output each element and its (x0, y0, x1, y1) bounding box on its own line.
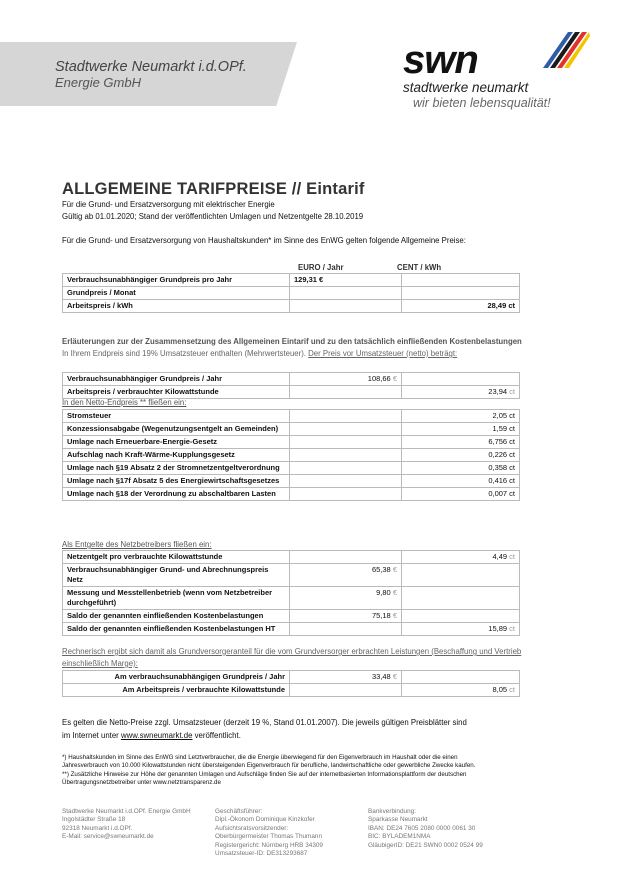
row-euro (290, 684, 402, 697)
row-euro: 129,31 € (290, 274, 402, 287)
explain-heading: Erläuterungen zur der Zusammensetzung des Allgemeinen Eintarif und zu den tatsächlich einfließenden Kostenbelastungen (62, 337, 522, 346)
footer-line: Dipl.-Ökonom Dominique Kinzkofer (215, 816, 315, 824)
row-label: Stromsteuer (63, 410, 290, 423)
row-cent: 0,416 ct (402, 475, 520, 488)
table-row (63, 610, 520, 623)
row-cent: 2,05 ct (402, 410, 520, 423)
row-label: Am Arbeitspreis / verbrauchte Kilowattstunde (63, 684, 290, 697)
table-row (63, 488, 520, 501)
vat-note: In Ihrem Endpreis sind 19% Umsatzsteuer enthalten (Mehrwertsteuer). (62, 349, 306, 358)
company-subname: Energie GmbH (55, 75, 141, 90)
logo-tagline: wir bieten lebensqualität! (413, 96, 551, 110)
footnote-line: **) Zusätzliche Hinweise zur Höhe der genannten Umlagen und Aufschläge finden Sie auf der internetbasierten Informationsplattform der deutschen (62, 770, 467, 778)
row-euro (290, 564, 402, 587)
row-euro (290, 623, 402, 636)
footer-line: Registergericht: Nürnberg HRB 34309 (215, 841, 323, 849)
footer-line: BIC: BYLADEM1NMA (368, 833, 431, 841)
euro-value: 33,48 (371, 672, 391, 681)
grund-text: Rechnerisch ergibt sich damit als Grundversorgeranteil für die vom Grundversorger erbrachten Leistungen (Beschaffung und Vertrieb einschließlich Marge): (62, 647, 522, 668)
row-label: Umlage nach §19 Absatz 2 der Stromnetzentgeltverordnung (63, 462, 290, 475)
table-row (63, 587, 520, 610)
row-euro (290, 300, 402, 313)
col-euro-header: EURO / Jahr (298, 263, 344, 272)
section-netto-endpreis: In den Netto-Endpreis ** fließen ein: (62, 398, 187, 407)
footer-bank (368, 808, 483, 850)
network-table (62, 550, 520, 636)
title-line-2: Gültig ab 01.01.2020; Stand der veröffentlichten Umlagen und Netzentgelte 28.10.2019 (62, 212, 364, 221)
row-euro (290, 462, 402, 475)
euro-unit: € (392, 611, 397, 620)
row-cent (402, 386, 520, 399)
row-label: Am verbrauchsunabhängigen Grundpreis / Jahr (63, 671, 290, 684)
netto-table (62, 372, 520, 399)
footer-line: Oberbürgermeister Thomas Thumann (215, 833, 323, 841)
cent-value: 23,94 (488, 387, 508, 396)
row-label: Messung und Messtellenbetrieb (wenn vom Netzbetreiber durchgeführt) (63, 587, 290, 610)
row-euro (290, 386, 402, 399)
row-euro (290, 373, 402, 386)
footer-line: Umsatzsteuer-ID: DE313293687 (215, 850, 308, 858)
row-euro (290, 671, 402, 684)
row-euro (290, 551, 402, 564)
grund-table (62, 670, 520, 697)
row-cent (402, 551, 520, 564)
euro-unit: € (392, 565, 397, 574)
row-euro (290, 587, 402, 610)
euro-unit: € (392, 374, 397, 383)
row-cent (402, 564, 520, 587)
euro-unit: € (392, 588, 397, 597)
cent-unit: ct (509, 552, 515, 561)
footer-line: Bankverbindung: (368, 808, 416, 815)
table-row (63, 671, 520, 684)
cent-unit: ct (509, 387, 515, 396)
footer-line: E-Mail: service@swneumarkt.de (62, 833, 154, 841)
row-euro (290, 610, 402, 623)
cent-value: 8,05 (492, 685, 508, 694)
table-row (63, 449, 520, 462)
row-cent (402, 587, 520, 610)
row-label: Netzentgelt pro verbrauchte Kilowattstunde (63, 551, 290, 564)
row-euro (290, 488, 402, 501)
row-label: Saldo der genannten einfließenden Kostenbelastungen (63, 610, 290, 623)
cent-unit: ct (509, 685, 515, 694)
row-euro (290, 449, 402, 462)
cent-unit: ct (509, 624, 515, 633)
row-euro (290, 287, 402, 300)
table-row (63, 410, 520, 423)
row-cent (402, 287, 520, 300)
row-euro (290, 423, 402, 436)
euro-value: 108,66 (367, 374, 391, 383)
footnote-line: *) Haushaltskunden im Sinne des EnWG sind Letztverbraucher, die die Energie überwiegend für den Eigenverbrauch im Haushalt oder die einen (62, 754, 458, 761)
components-table (62, 409, 520, 501)
netto-note-line1: Es gelten die Netto-Preise zzgl. Umsatzsteuer (derzeit 19 %, Stand 01.01.2007). Die jeweils gültigen Preisblätter sind (62, 718, 467, 727)
table-row (63, 287, 520, 300)
row-euro (290, 436, 402, 449)
row-cent: 0,007 ct (402, 488, 520, 501)
row-label: Umlage nach §17f Absatz 5 des Energiewirtschaftsgesetzes (63, 475, 290, 488)
intro-text: Für die Grund- und Ersatzversorgung von Haushaltskunden* im Sinne des EnWG gelten folgende Allgemeine Preise: (62, 236, 466, 245)
row-cent (402, 684, 520, 697)
euro-value: 65,38 (371, 565, 391, 574)
cent-value: 15,89 (488, 624, 508, 633)
footer-line: Stadtwerke Neumarkt i.d.OPf. Energie GmbH (62, 808, 191, 815)
row-cent: 0,358 ct (402, 462, 520, 475)
row-label: Arbeitspreis / verbrauchter Kilowattstunde (63, 386, 290, 399)
table-row (63, 462, 520, 475)
section-netzbetreiber: Als Entgelte des Netzbetreibers fließen ein: (62, 540, 212, 549)
row-euro (290, 410, 402, 423)
table-row (63, 564, 520, 587)
footer-line: Sparkasse Neumarkt (368, 816, 428, 824)
footer-line: GläubigerID: DE21 SWN0 0002 0524 99 (368, 841, 483, 849)
explain-line (62, 349, 457, 358)
row-label: Verbrauchsunabhängiger Grundpreis pro Jahr (63, 274, 290, 287)
footnote-line: Übertragungsnetzbetreiber unter www.netztransparenz.de (62, 778, 221, 786)
euro-unit: € (392, 672, 397, 681)
row-label: Aufschlag nach Kraft-Wärme-Kupplungsgesetz (63, 449, 290, 462)
row-label: Verbrauchsunabhängiger Grundpreis / Jahr (63, 373, 290, 386)
row-label: Arbeitspreis / kWh (63, 300, 290, 313)
note-text-a: im Internet unter (62, 731, 119, 740)
euro-value: 9,80 (376, 588, 391, 597)
row-cent: 0,226 ct (402, 449, 520, 462)
table-row (63, 274, 520, 287)
footer-company (62, 808, 191, 842)
footnotes (62, 754, 475, 787)
row-cent: 6,756 ct (402, 436, 520, 449)
row-label: Umlage nach Erneuerbare-Energie-Gesetz (63, 436, 290, 449)
footer-line: 92318 Neumarkt i.d.OPf. (62, 824, 133, 832)
footer-line: Geschäftsführer: (215, 808, 263, 815)
euro-value: 75,18 (371, 611, 391, 620)
table-row (63, 300, 520, 313)
table-row (63, 386, 520, 399)
table-row (63, 436, 520, 449)
table-row (63, 475, 520, 488)
row-label: Grundpreis / Monat (63, 287, 290, 300)
logo-wordmark: swn (403, 38, 478, 82)
footer-line: Ingolstädter Straße 18 (62, 816, 126, 824)
row-label: Umlage nach §18 der Verordnung zu abschaltbaren Lasten (63, 488, 290, 501)
cent-value: 4,49 (492, 552, 508, 561)
table-row (63, 551, 520, 564)
table-row (63, 423, 520, 436)
col-cent-header: CENT / kWh (397, 263, 442, 272)
row-label: Saldo der genannten einfließenden Kostenbelastungen HT (63, 623, 290, 636)
title-line-1: Für die Grund- und Ersatzversorgung mit elektrischer Energie (62, 200, 275, 209)
row-cent: 28,49 ct (402, 300, 520, 313)
page-title: ALLGEMEINE TARIFPREISE // Eintarif (62, 180, 365, 198)
row-cent (402, 610, 520, 623)
table-row (63, 373, 520, 386)
row-cent: 1,59 ct (402, 423, 520, 436)
netto-note-line2 (62, 731, 241, 740)
footer-line: IBAN: DE24 7605 2080 0000 0061 30 (368, 824, 476, 832)
row-cent (402, 274, 520, 287)
website-link[interactable]: www.swneumarkt.de (120, 731, 193, 740)
table-row (63, 623, 520, 636)
row-cent (402, 623, 520, 636)
footnote-line: Jahresverbrauch von 10.000 Kilowattstunden nicht übersteigenden Eigenverbrauch für berufliche, landwirtschaftliche oder gewerbliche Zwecke kaufen. (62, 762, 476, 770)
row-cent (402, 671, 520, 684)
logo-subtitle: stadtwerke neumarkt (403, 80, 529, 95)
note-text-b: veröffentlicht. (194, 731, 241, 740)
row-cent (402, 373, 520, 386)
row-label: Verbrauchsunabhängiger Grund- und Abrechnungspreis Netz (63, 564, 290, 587)
price-table (62, 273, 520, 313)
company-name: Stadtwerke Neumarkt i.d.OPf. (55, 59, 247, 75)
row-euro (290, 475, 402, 488)
row-label: Konzessionsabgabe (Wegenutzungsentgelt an Gemeinden) (63, 423, 290, 436)
footer-line: Aufsichtsratsvorsitzender: (215, 824, 289, 832)
footer-management (215, 808, 323, 858)
table-row (63, 684, 520, 697)
net-price-note: Der Preis vor Umsatzsteuer (netto) beträgt: (308, 349, 458, 358)
